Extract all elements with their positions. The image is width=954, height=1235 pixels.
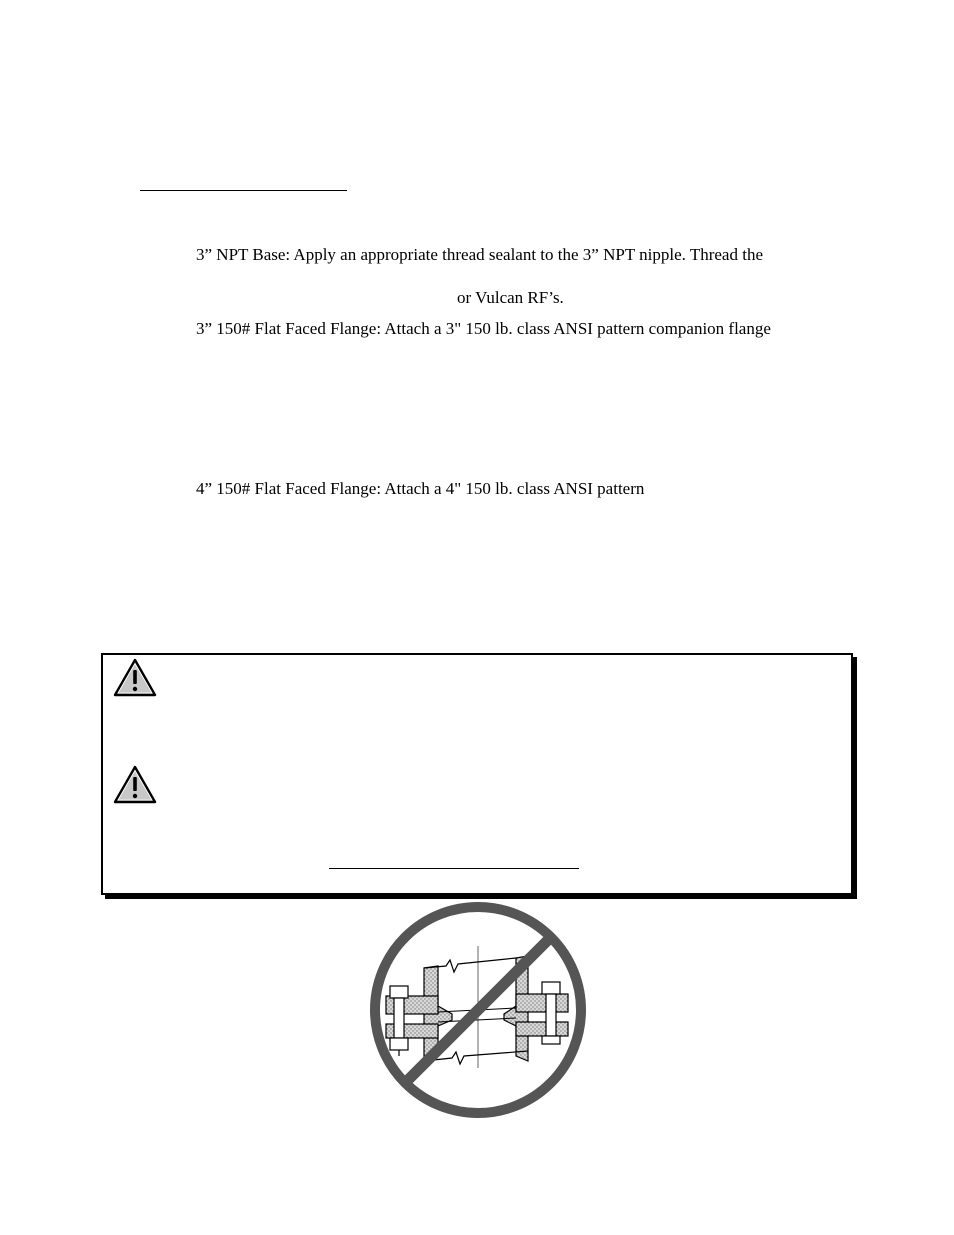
npt-base-instruction: 3” NPT Base: Apply an appropriate thread sealant to the 3” NPT nipple. Thread the [196,245,763,264]
section-heading-underline [140,190,347,191]
warning-underline [329,868,579,869]
prohibited-flange-connection-icon [366,896,590,1126]
flange-4in-instruction: 4” 150# Flat Faced Flange: Attach a 4" 150 lb. class ANSI pattern [196,479,645,498]
warning-triangle-icon [112,764,158,806]
npt-base-instruction-tail: or Vulcan RF’s. [457,288,564,307]
warning-box [101,653,853,895]
warning-triangle-icon [112,657,158,699]
flange-3in-instruction: 3” 150# Flat Faced Flange: Attach a 3" 150 lb. class ANSI pattern companion flange [196,319,771,338]
